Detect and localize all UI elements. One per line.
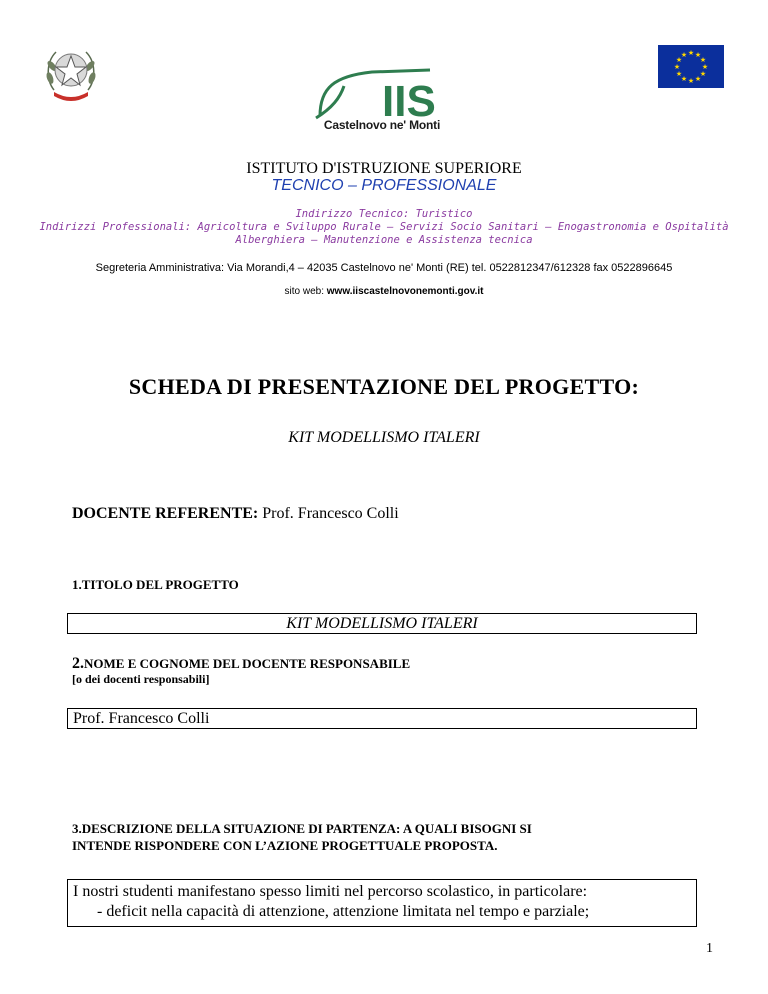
document-title: SCHEDA DI PRESENTAZIONE DEL PROGETTO: [128, 374, 640, 399]
docente-referente [72, 505, 399, 523]
page-number: 1 [706, 941, 713, 956]
section-3-line-2: - deficit nella capacità di attenzione, attenzione limitata nel tempo e parziale; [97, 903, 590, 920]
address-line-1: Indirizzo Tecnico: Turistico [295, 208, 473, 220]
institute-type: TECNICO – PROFESSIONALE [271, 177, 497, 194]
section-2-subtitle: [o dei docenti responsabili] [72, 672, 210, 686]
section-2-number: 2. [72, 655, 84, 672]
website-label: sito web: [284, 286, 327, 297]
svg-text:★: ★ [694, 75, 702, 83]
svg-text:★: ★ [699, 70, 707, 78]
section-2-heading: NOME E COGNOME DEL DOCENTE RESPONSABILE [84, 656, 411, 671]
svg-text:★: ★ [680, 51, 688, 59]
svg-text:★: ★ [680, 75, 688, 83]
svg-text:★: ★ [701, 63, 709, 71]
section-3-title-line-1: 3.DESCRIZIONE DELLA SITUAZIONE DI PARTENZA: A QUALI BISOGNI SI [72, 821, 532, 836]
section-3-line-1: I nostri studenti manifestano spesso limiti nel percorso scolastico, in particolare: [73, 883, 588, 900]
svg-text:★: ★ [687, 49, 695, 57]
address-line-3: Alberghiera – Manutenzione e Assistenza tecnica [235, 234, 533, 246]
segreteria-info: Segreteria Amministrativa: Via Morandi,4 – 42035 Castelnovo ne' Monti (RE) tel. 0522812347/612328 fax 0522896645 [95, 262, 673, 274]
svg-text:★: ★ [687, 77, 695, 85]
section-1-box [67, 613, 697, 634]
project-name: KIT MODELLISMO ITALERI [288, 429, 480, 446]
section-3-title [72, 820, 532, 854]
section-2-title [72, 655, 410, 673]
section-2-box [67, 708, 697, 729]
section-2-value: Prof. Francesco Colli [73, 710, 210, 727]
referente-label: DOCENTE REFERENTE: [72, 505, 259, 522]
italian-republic-emblem [44, 44, 98, 104]
svg-text:★: ★ [673, 63, 681, 71]
svg-text:★: ★ [699, 56, 707, 64]
section-1-value: KIT MODELLISMO ITALERI [286, 615, 478, 632]
eu-flag [658, 45, 724, 88]
svg-text:★: ★ [694, 51, 702, 59]
section-3-title-line-2: INTENDE RISPONDERE CON L’AZIONE PROGETTUALE PROPOSTA. [72, 838, 498, 853]
website-url[interactable]: www.iiscastelnovonemonti.gov.it [326, 286, 484, 297]
address-line-2: Indirizzi Professionali: Agricoltura e Sviluppo Rurale – Servizi Socio Sanitari – Enogastronomia e Ospitalità [39, 221, 729, 233]
svg-text:IIS: IIS [382, 77, 436, 126]
section-3-box [67, 879, 697, 927]
svg-text:★: ★ [675, 56, 683, 64]
section-1-title: 1.TITOLO DEL PROGETTO [72, 577, 239, 592]
referente-value: Prof. Francesco Colli [258, 505, 399, 522]
logo-caption: Castelnovo ne' Monti [323, 118, 441, 132]
website-line [0, 286, 768, 297]
institute-name: ISTITUTO D'ISTRUZIONE SUPERIORE [246, 160, 522, 177]
svg-text:★: ★ [675, 70, 683, 78]
